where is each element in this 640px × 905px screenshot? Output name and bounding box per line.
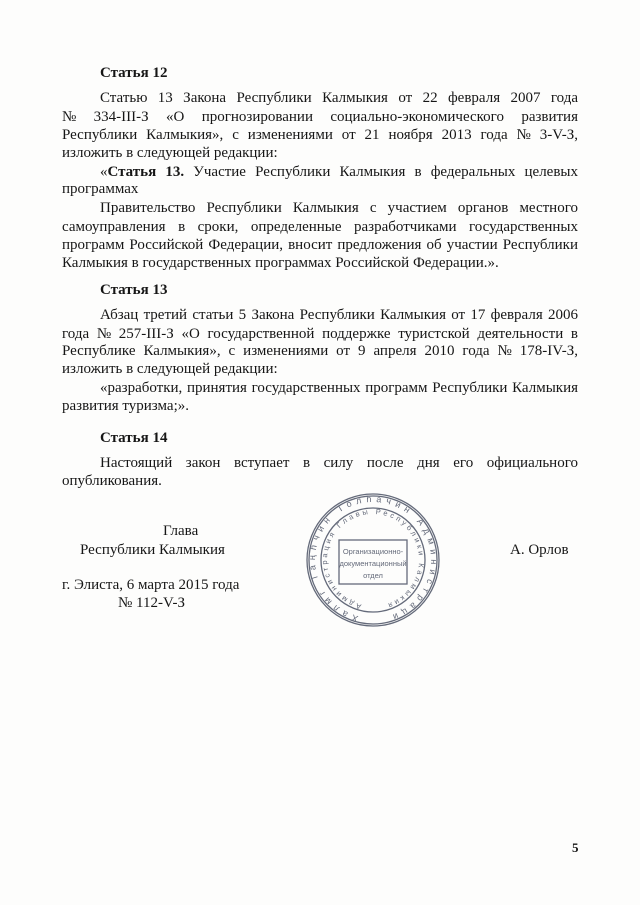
quoted-article-label: Статья 13. [107,164,185,180]
signatory-position-line-2: Республики Калмыкия [80,542,225,558]
signatory-name: А. Орлов [510,542,569,558]
article-13-intro-line: изложить в следующей редакции: [62,361,278,377]
page-number: 5 [572,840,579,855]
article-12-intro-line: Статью 13 Закона Республики Калмыкия от 22 февраля 2007 года [100,90,578,106]
article-13-intro-line: Республике Калмыкия», с изменениями от 9 апреля 2010 года № 178-IV-З, [62,343,578,359]
stamp-box-line: отдел [363,571,383,580]
official-stamp [304,491,442,629]
law-number: № 112-V-З [118,595,185,611]
article-14-body-line: опубликования. [62,473,162,489]
open-quote: « [100,164,108,180]
article-14-heading: Статья 14 [100,430,168,446]
stamp-inner-text: Администрация Главы Республики Калмыкия [319,506,427,612]
stamp-outer-text: Халмг Таңһчин Толһачин Администраци [306,493,440,624]
signatory-position-line-1: Глава [163,523,199,539]
quoted-article-body-line: Калмыкия в государственных программах Российской Федерации.». [62,255,499,271]
place-date: г. Элиста, 6 марта 2015 года [62,577,240,593]
quoted-article-title-end: программах [62,181,139,197]
article-12-heading: Статья 12 [100,65,168,81]
article-14-body-line: Настоящий закон вступает в силу после дня его официального [100,455,578,471]
article-13-intro-line: Абзац третий статьи 5 Закона Республики Калмыкия от 17 февраля 2006 [100,307,578,323]
article-13-intro-line: года № 257-III-З «О государственной поддержке туристской деятельности в [62,326,578,342]
stamp-box-line: Организационно- [342,547,404,556]
article-12-intro-line: № 334-III-З «О прогнозировании социально-экономического развития [62,109,578,125]
article-13-quoted-line: развития туризма;». [62,398,189,414]
quoted-article-title-line [100,163,578,181]
article-12-intro-line: изложить в следующей редакции: [62,145,278,161]
quoted-article-body-line: самоуправления в сроки, определенные разработчиками государственных [62,219,578,235]
quoted-article-title: Участие Республики Калмыкия в федеральных целевых [193,164,579,180]
article-13-quoted-line: «разработки, принятия государственных программ Республики Калмыкия [100,380,578,396]
stamp-box-line: документационный [339,559,407,568]
quoted-article-body-line: программ Российской Федерации, вносит предложения об участии Республики [62,237,578,253]
quoted-article-body-line: Правительство Республики Калмыкия с участием органов местного [100,200,578,216]
article-12-intro-line: Республики Калмыкия», с изменениями от 21 ноября 2013 года № 3-V-З, [62,127,578,143]
article-13-heading: Статья 13 [100,282,168,298]
